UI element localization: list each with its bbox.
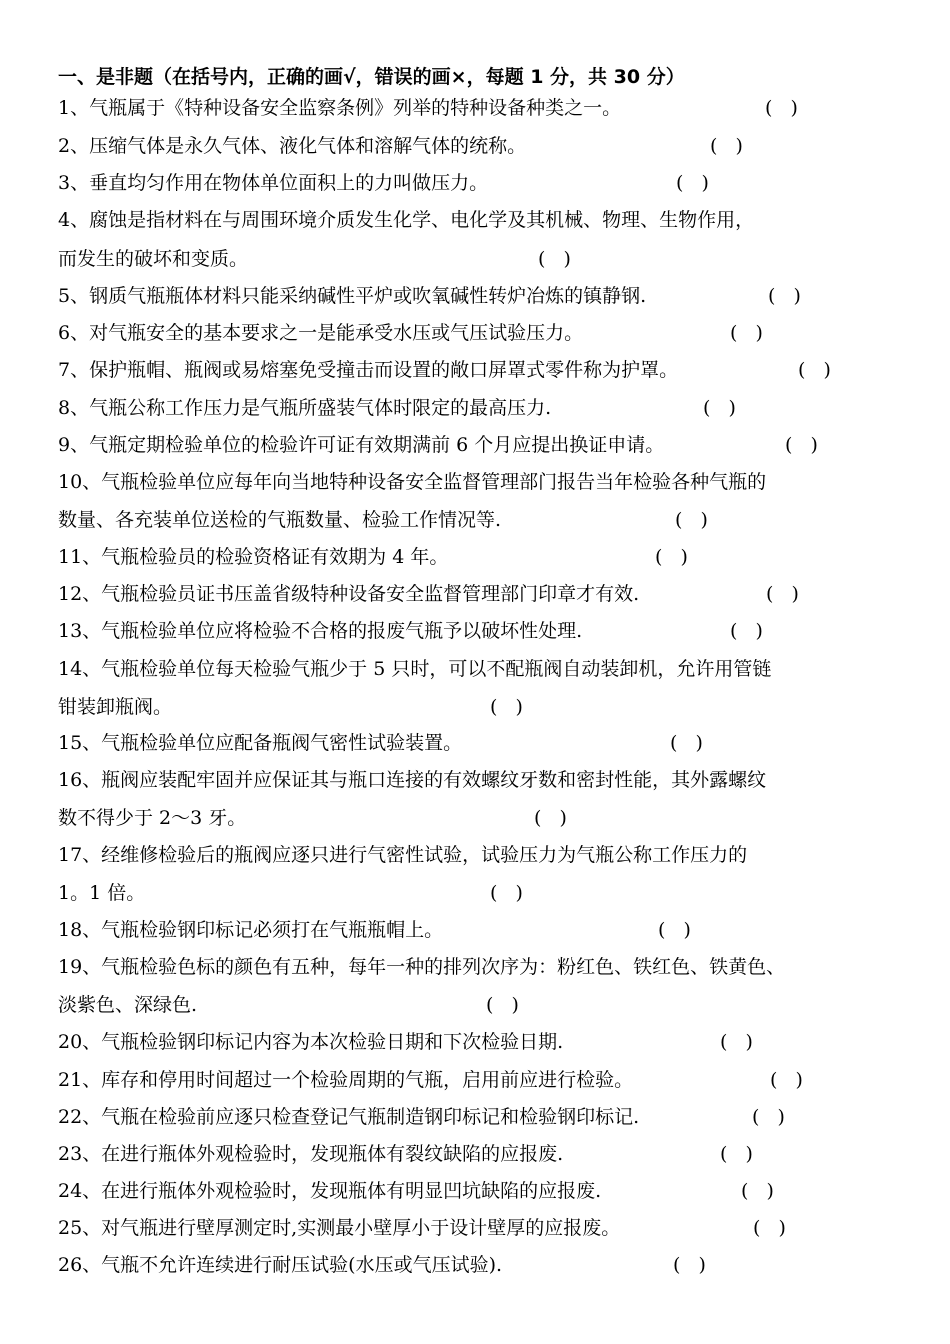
answer-bracket[interactable]: ( )	[770, 1069, 803, 1091]
question-26-line-1: 26、气瓶不允许连续进行耐压试验(水压或气压试验).	[58, 1254, 503, 1276]
question-18-line-1: 18、气瓶检验钢印标记必须打在气瓶瓶帽上。	[58, 919, 444, 941]
answer-bracket[interactable]: ( )	[730, 620, 763, 642]
question-14-line-1: 14、气瓶检验单位每天检验气瓶少于 5 只时，可以不配瓶阀自动装卸机，允许用管链	[58, 658, 772, 680]
question-19-line-1: 19、气瓶检验色标的颜色有五种，每年一种的排列次序为：粉红色、铁红色、铁黄色、	[58, 956, 786, 978]
question-14-line-2: 钳装卸瓶阀。	[58, 696, 173, 718]
answer-bracket[interactable]: ( )	[486, 994, 519, 1016]
answer-bracket[interactable]: ( )	[538, 248, 571, 270]
answer-bracket[interactable]: ( )	[703, 397, 736, 419]
answer-bracket[interactable]: ( )	[798, 359, 831, 381]
question-10-line-1: 10、气瓶检验单位应每年向当地特种设备安全监督管理部门报告当年检验各种气瓶的	[58, 471, 767, 493]
answer-bracket[interactable]: ( )	[785, 434, 818, 456]
question-16-line-2: 数不得少于 2～3 牙。	[58, 807, 247, 829]
section-title: 一、是非题（在括号内，正确的画√，错误的画×，每题 1 分，共 30 分）	[58, 66, 685, 88]
question-24-line-1: 24、在进行瓶体外观检验时，发现瓶体有明显凹坑缺陷的应报废.	[58, 1180, 602, 1202]
answer-bracket[interactable]: ( )	[752, 1106, 785, 1128]
question-8-line-1: 8、气瓶公称工作压力是气瓶所盛装气体时限定的最高压力.	[58, 397, 552, 419]
answer-bracket[interactable]: ( )	[730, 322, 763, 344]
question-10-line-2: 数量、各充装单位送检的气瓶数量、检验工作情况等.	[58, 509, 502, 531]
answer-bracket[interactable]: ( )	[658, 919, 691, 941]
answer-bracket[interactable]: ( )	[673, 1254, 706, 1276]
answer-bracket[interactable]: ( )	[534, 807, 567, 829]
question-4-line-2: 而发生的破坏和变质。	[58, 248, 249, 270]
question-19-line-2: 淡紫色、深绿色.	[58, 994, 198, 1016]
answer-bracket[interactable]: ( )	[710, 135, 743, 157]
answer-bracket[interactable]: ( )	[675, 509, 708, 531]
question-7-line-1: 7、保护瓶帽、瓶阀或易熔塞免受撞击而设置的敞口屏罩式零件称为护罩。	[58, 359, 679, 381]
answer-bracket[interactable]: ( )	[490, 882, 523, 904]
question-25-line-1: 25、对气瓶进行壁厚测定时,实测最小壁厚小于设计壁厚的应报废。	[58, 1217, 621, 1239]
question-1-line-1: 1、气瓶属于《特种设备安全监察条例》列举的特种设备种类之一。	[58, 97, 622, 119]
answer-bracket[interactable]: ( )	[768, 285, 801, 307]
answer-bracket[interactable]: ( )	[720, 1031, 753, 1053]
question-23-line-1: 23、在进行瓶体外观检验时，发现瓶体有裂纹缺陷的应报废.	[58, 1143, 564, 1165]
question-17-line-2: 1。1 倍。	[58, 882, 146, 904]
question-6-line-1: 6、对气瓶安全的基本要求之一是能承受水压或气压试验压力。	[58, 322, 584, 344]
question-4-line-1: 4、腐蚀是指材料在与周围环境介质发生化学、电化学及其机械、物理、生物作用，	[58, 209, 755, 231]
question-11-line-1: 11、气瓶检验员的检验资格证有效期为 4 年。	[58, 546, 449, 568]
answer-bracket[interactable]: ( )	[766, 583, 799, 605]
answer-bracket[interactable]: ( )	[720, 1143, 753, 1165]
question-5-line-1: 5、钢质气瓶瓶体材料只能采纳碱性平炉或吹氧碱性转炉冶炼的镇静钢.	[58, 285, 647, 307]
question-20-line-1: 20、气瓶检验钢印标记内容为本次检验日期和下次检验日期.	[58, 1031, 564, 1053]
question-3-line-1: 3、垂直均匀作用在物体单位面积上的力叫做压力。	[58, 172, 489, 194]
answer-bracket[interactable]: ( )	[676, 172, 709, 194]
question-21-line-1: 21、库存和停用时间超过一个检验周期的气瓶，启用前应进行检验。	[58, 1069, 634, 1091]
answer-bracket[interactable]: ( )	[490, 696, 523, 718]
answer-bracket[interactable]: ( )	[741, 1180, 774, 1202]
answer-bracket[interactable]: ( )	[765, 97, 798, 119]
question-16-line-1: 16、瓶阀应装配牢固并应保证其与瓶口连接的有效螺纹牙数和密封性能，其外露螺纹	[58, 769, 767, 791]
question-12-line-1: 12、气瓶检验员证书压盖省级特种设备安全监督管理部门印章才有效.	[58, 583, 640, 605]
question-22-line-1: 22、气瓶在检验前应逐只检查登记气瓶制造钢印标记和检验钢印标记.	[58, 1106, 640, 1128]
question-9-line-1: 9、气瓶定期检验单位的检验许可证有效期满前 6 个月应提出换证申请。	[58, 434, 665, 456]
question-13-line-1: 13、气瓶检验单位应将检验不合格的报废气瓶予以破坏性处理.	[58, 620, 583, 642]
answer-bracket[interactable]: ( )	[670, 732, 703, 754]
question-2-line-1: 2、压缩气体是永久气体、液化气体和溶解气体的统称。	[58, 135, 527, 157]
answer-bracket[interactable]: ( )	[655, 546, 688, 568]
answer-bracket[interactable]: ( )	[753, 1217, 786, 1239]
question-15-line-1: 15、气瓶检验单位应配备瓶阀气密性试验装置。	[58, 732, 463, 754]
question-17-line-1: 17、经维修检验后的瓶阀应逐只进行气密性试验，试验压力为气瓶公称工作压力的	[58, 844, 748, 866]
